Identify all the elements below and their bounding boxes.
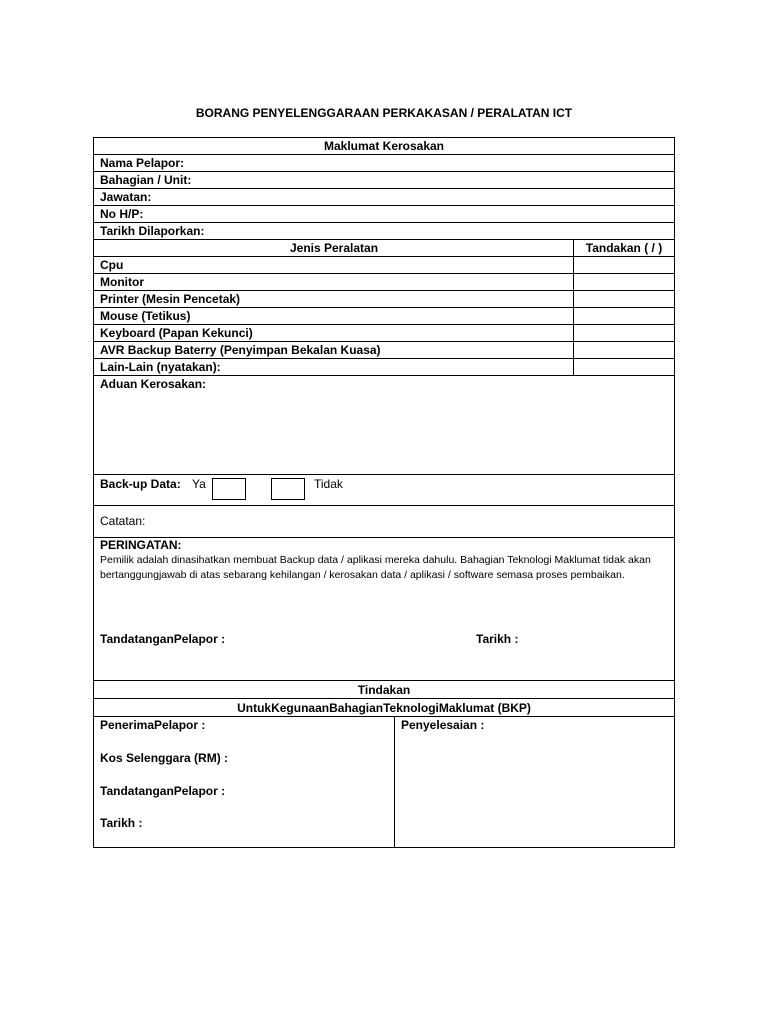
equipment-row-monitor [94, 274, 674, 291]
equipment-label: AVR Backup Baterry (Penyimpan Bekalan Kuasa) [100, 343, 381, 357]
equipment-row-cpu [94, 257, 674, 274]
reporter-signature-label[interactable]: TandatanganPelapor : [100, 632, 226, 646]
equipment-row-avr [94, 342, 674, 359]
equipment-row-printer [94, 291, 674, 308]
equipment-label: Keyboard (Papan Kekunci) [100, 326, 253, 340]
tick-column-header: Tandakan ( / ) [585, 241, 663, 255]
equipment-header-row [94, 240, 674, 257]
field-row-reporter-name[interactable] [94, 155, 674, 172]
signature-date-label[interactable]: Tarikh : [476, 632, 519, 646]
warning-section [94, 538, 674, 681]
backup-no-checkbox[interactable] [271, 478, 305, 500]
backup-row [94, 475, 674, 506]
tick-cell[interactable] [574, 274, 674, 291]
field-label: Tarikh Dilaporkan: [100, 224, 205, 238]
equipment-row-others [94, 359, 674, 376]
equipment-row-keyboard [94, 325, 674, 342]
form-title: BORANG PENYELENGGARAAN PERKAKASAN / PERALATAN ICT [195, 106, 573, 120]
action-subheader-row [94, 699, 674, 717]
field-label: Jawatan: [100, 190, 152, 204]
tick-cell[interactable] [574, 342, 674, 359]
maintenance-cost-label[interactable]: Kos Selenggara (RM) : [100, 751, 229, 765]
action-header-row [94, 681, 674, 699]
resolution-label[interactable]: Penyelesaian : [401, 718, 485, 732]
field-row-department[interactable] [94, 172, 674, 189]
field-row-position[interactable] [94, 189, 674, 206]
equipment-row-mouse [94, 308, 674, 325]
receiver-label[interactable]: PenerimaPelapor : [100, 718, 206, 732]
complaint-label: Aduan Kerosakan: [100, 377, 207, 391]
field-label: No H/P: [100, 207, 144, 221]
field-row-phone[interactable] [94, 206, 674, 223]
equipment-label: Mouse (Tetikus) [100, 309, 191, 323]
warning-text: Pemilik adalah dinasihatkan membuat Backup data / aplikasi mereka dahulu. Bahagian Teknologi Maklumat tidak akan bertanggungjawab di atas sebarang kehilangan / kerosakan data / aplikasi / software semasa proses pembaikan. [100, 554, 651, 581]
equipment-label: Printer (Mesin Pencetak) [100, 292, 241, 306]
equipment-label: Cpu [100, 258, 124, 272]
signature-label[interactable]: TandatanganPelapor : [100, 784, 226, 798]
backup-label: Back-up Data: [100, 477, 181, 491]
warning-title: PERINGATAN: [100, 538, 182, 552]
tick-cell[interactable] [574, 291, 674, 308]
backup-yes-label: Ya [192, 477, 206, 491]
tick-cell[interactable] [574, 308, 674, 325]
maintenance-form [93, 137, 675, 848]
action-subheader: UntukKegunaanBahagianTeknologiMaklumat (BKP) [237, 700, 531, 715]
complaint-area[interactable] [94, 376, 674, 475]
equipment-label: Lain-Lain (nyatakan): [100, 360, 221, 374]
equipment-type-header: Jenis Peralatan [289, 241, 379, 255]
date-label[interactable]: Tarikh : [100, 816, 143, 830]
tick-cell[interactable] [574, 359, 674, 376]
tick-cell[interactable] [574, 325, 674, 342]
tick-cell[interactable] [574, 257, 674, 274]
office-use-section [94, 717, 674, 847]
backup-yes-checkbox[interactable] [212, 478, 246, 500]
section-header-damage-info [94, 138, 674, 155]
backup-no-label: Tidak [314, 477, 343, 491]
field-label: Bahagian / Unit: [100, 173, 192, 187]
notes-label: Catatan: [100, 514, 146, 528]
equipment-label: Monitor [100, 275, 144, 289]
notes-row[interactable] [94, 506, 674, 538]
field-row-report-date[interactable] [94, 223, 674, 240]
section-header-label: Maklumat Kerosakan [323, 139, 445, 153]
action-header: Tindakan [357, 682, 411, 697]
field-label: Nama Pelapor: [100, 156, 185, 170]
